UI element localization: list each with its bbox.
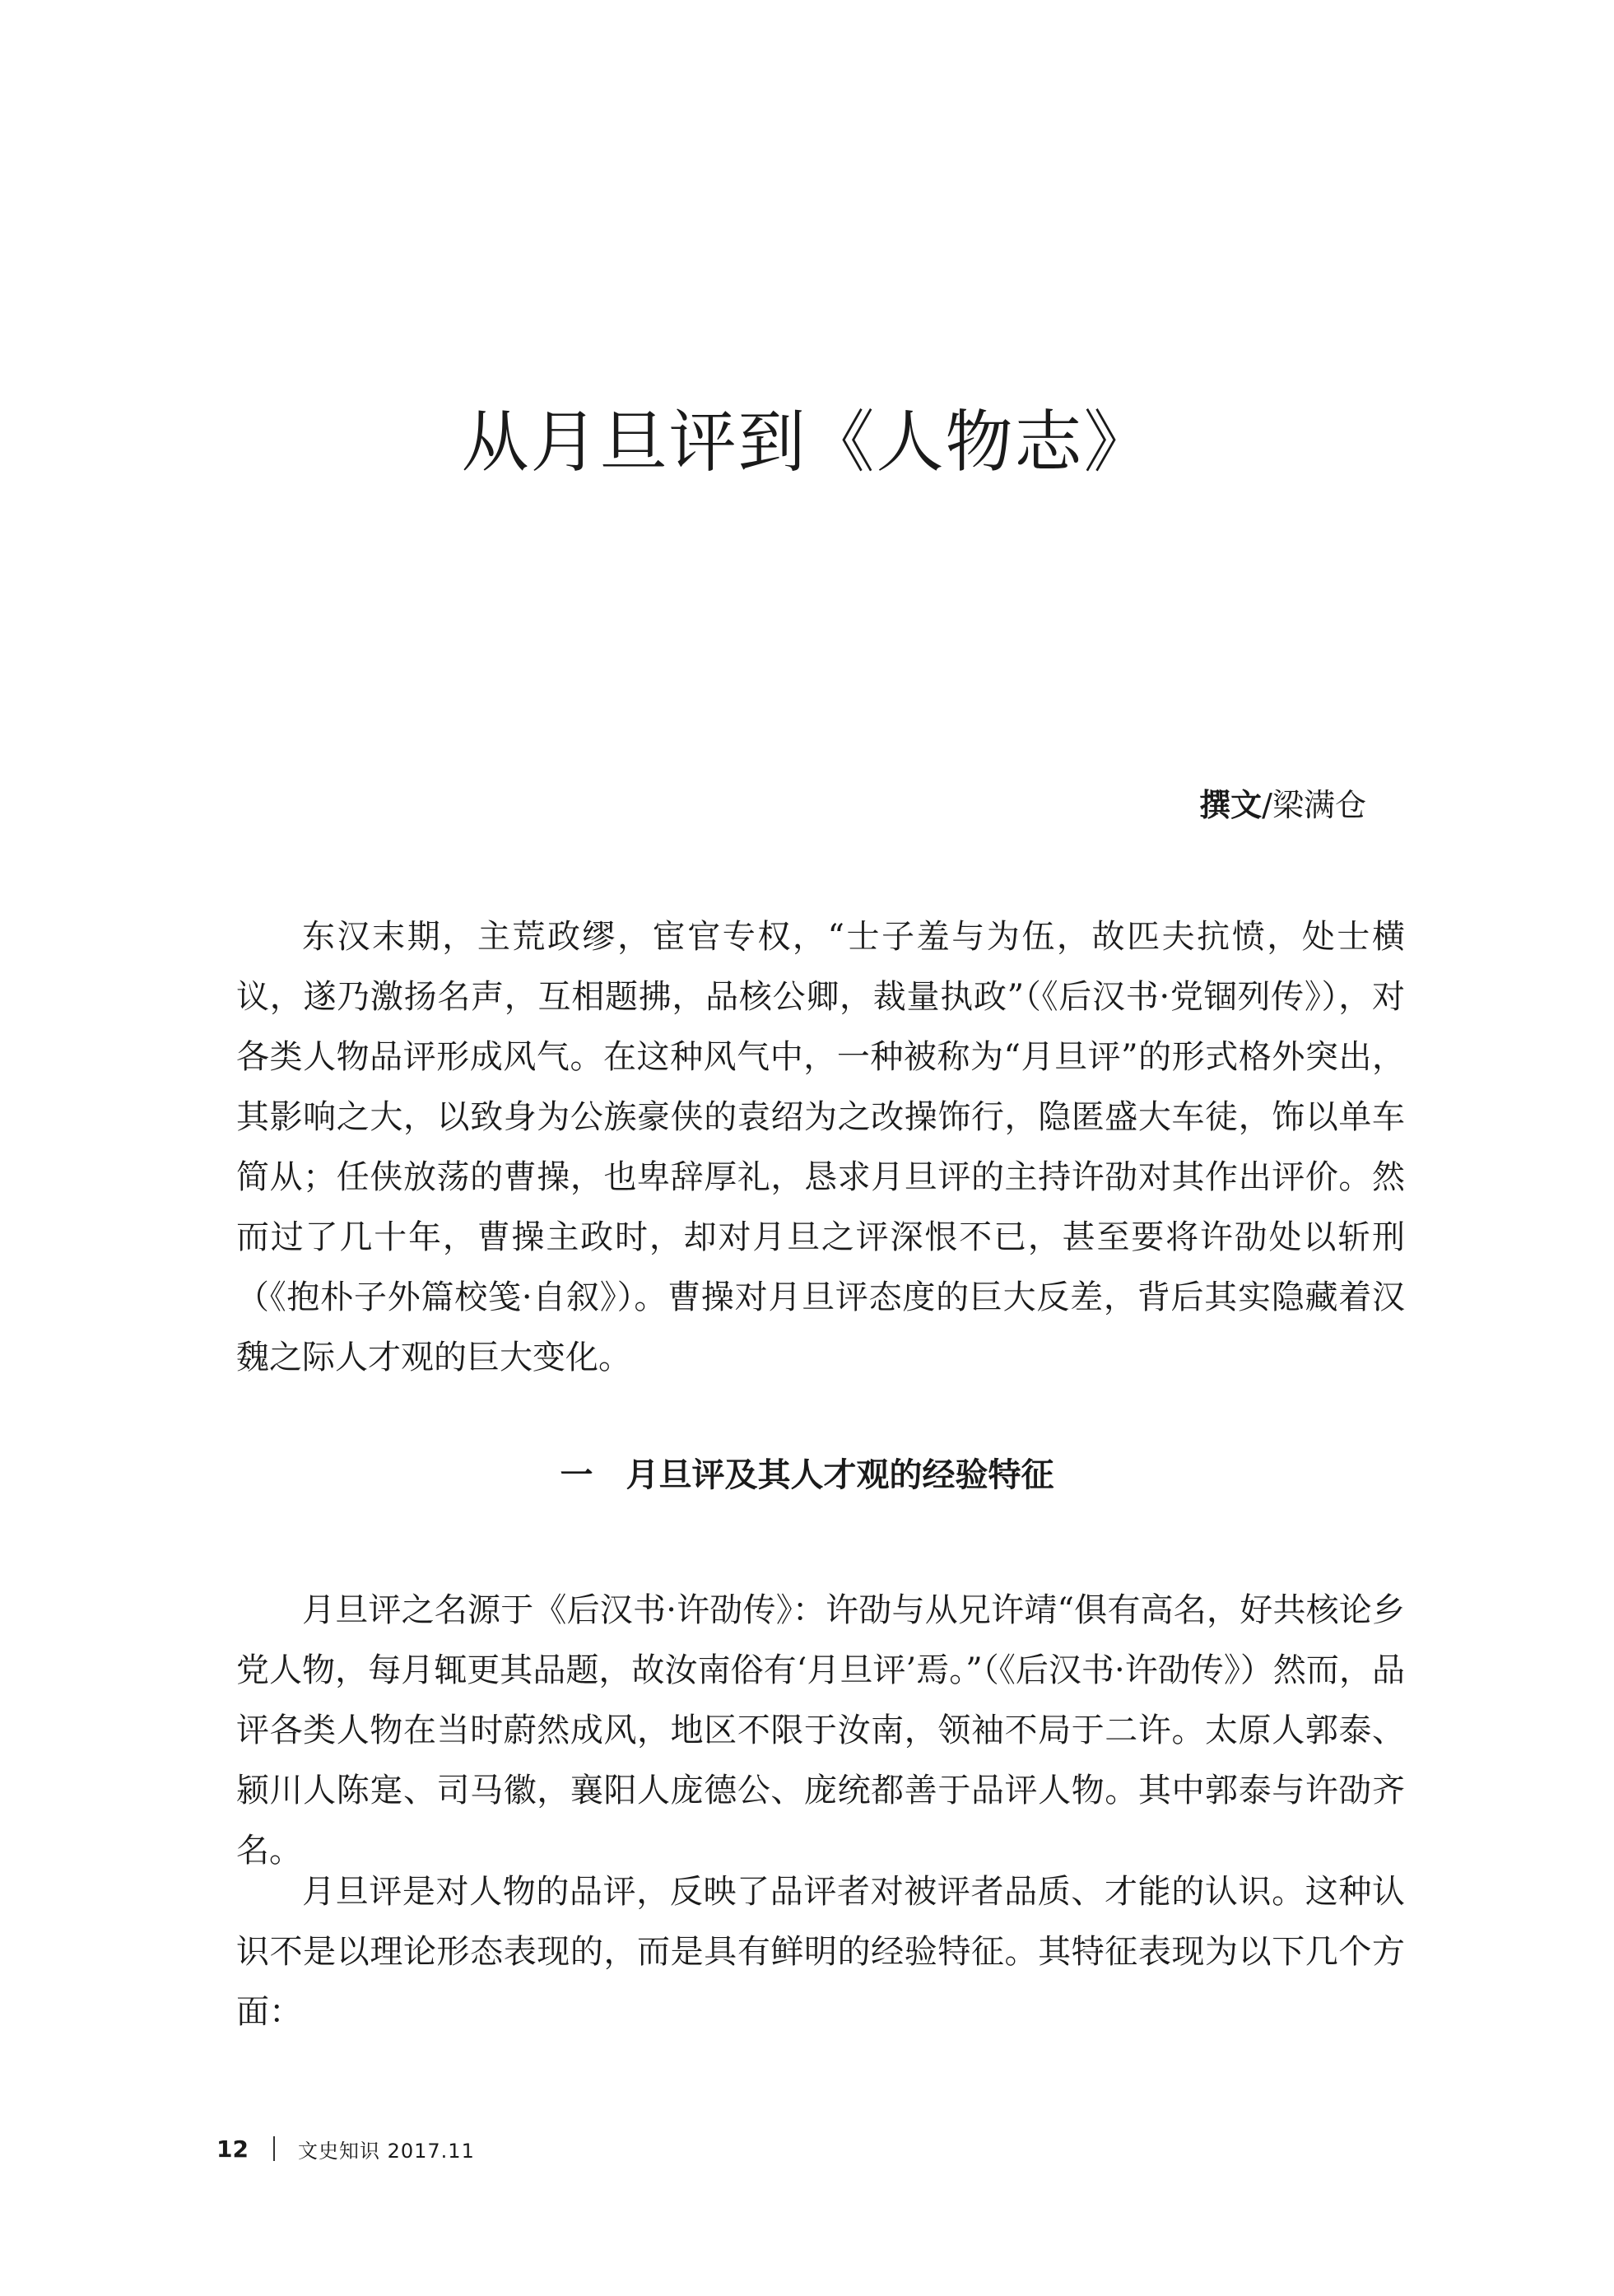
author-name: 梁满仓 — [1272, 787, 1366, 823]
page-number: 12 — [216, 2135, 249, 2163]
section-title: 月旦评及其人才观的经验特征 — [626, 1456, 1054, 1494]
byline-label: 撰文 — [1199, 787, 1263, 823]
section-heading — [0, 1451, 1614, 1500]
byline — [1070, 780, 1366, 830]
journal-issue: 文史知识 2017.11 — [297, 2139, 475, 2163]
paragraph-features: 月旦评是对人物的品评，反映了品评者对被评者品质、才能的认识。这种认识不是以理论形态表现的，而是具有鲜明的经验特征。其特征表现为以下几个方面： — [236, 1873, 1405, 2031]
footer-divider — [273, 2136, 275, 2161]
paragraph-origin: 月旦评之名源于《后汉书·许劭传》：许劭与从兄许靖“俱有高名，好共核论乡党人物，每月辄更其品题，故汝南俗有‘月旦评’焉。”（《后汉书·许劭传》）然而，品评各类人物在当时蔚然成风，地区不限于汝南，领袖不局于二许。太原人郭泰、颍川人陈寔、司马徽，襄阳人庞德公、庞统都善于品评人物。其中郭泰与许劭齐名。 — [236, 1591, 1405, 1870]
byline-separator: / — [1262, 787, 1272, 823]
paragraph-intro: 东汉末期，主荒政缪，宦官专权，“士子羞与为伍，故匹夫抗愤，处士横议，遂乃激扬名声，互相题拂，品核公卿，裁量执政”（《后汉书·党锢列传》），对各类人物品评形成风气。在这种风气中，一种被称为“月旦评”的形式格外突出，其影响之大，以致身为公族豪侠的袁绍为之改操饰行，隐匿盛大车徒，饰以单车简从；任侠放荡的曹操，也卑辞厚礼，恳求月旦评的主持许劭对其作出评价。然而过了几十年，曹操主政时，却对月旦之评深恨不已，甚至要将许劭处以斩刑（《抱朴子外篇校笺·自叙》）。曹操对月旦评态度的巨大反差，背后其实隐藏着汉魏之际人才观的巨大变化。 — [236, 918, 1405, 1376]
article-title: 从月旦评到《人物志》 — [461, 403, 1153, 482]
section-number: 一 — [560, 1456, 593, 1494]
page-footer — [216, 2132, 475, 2165]
